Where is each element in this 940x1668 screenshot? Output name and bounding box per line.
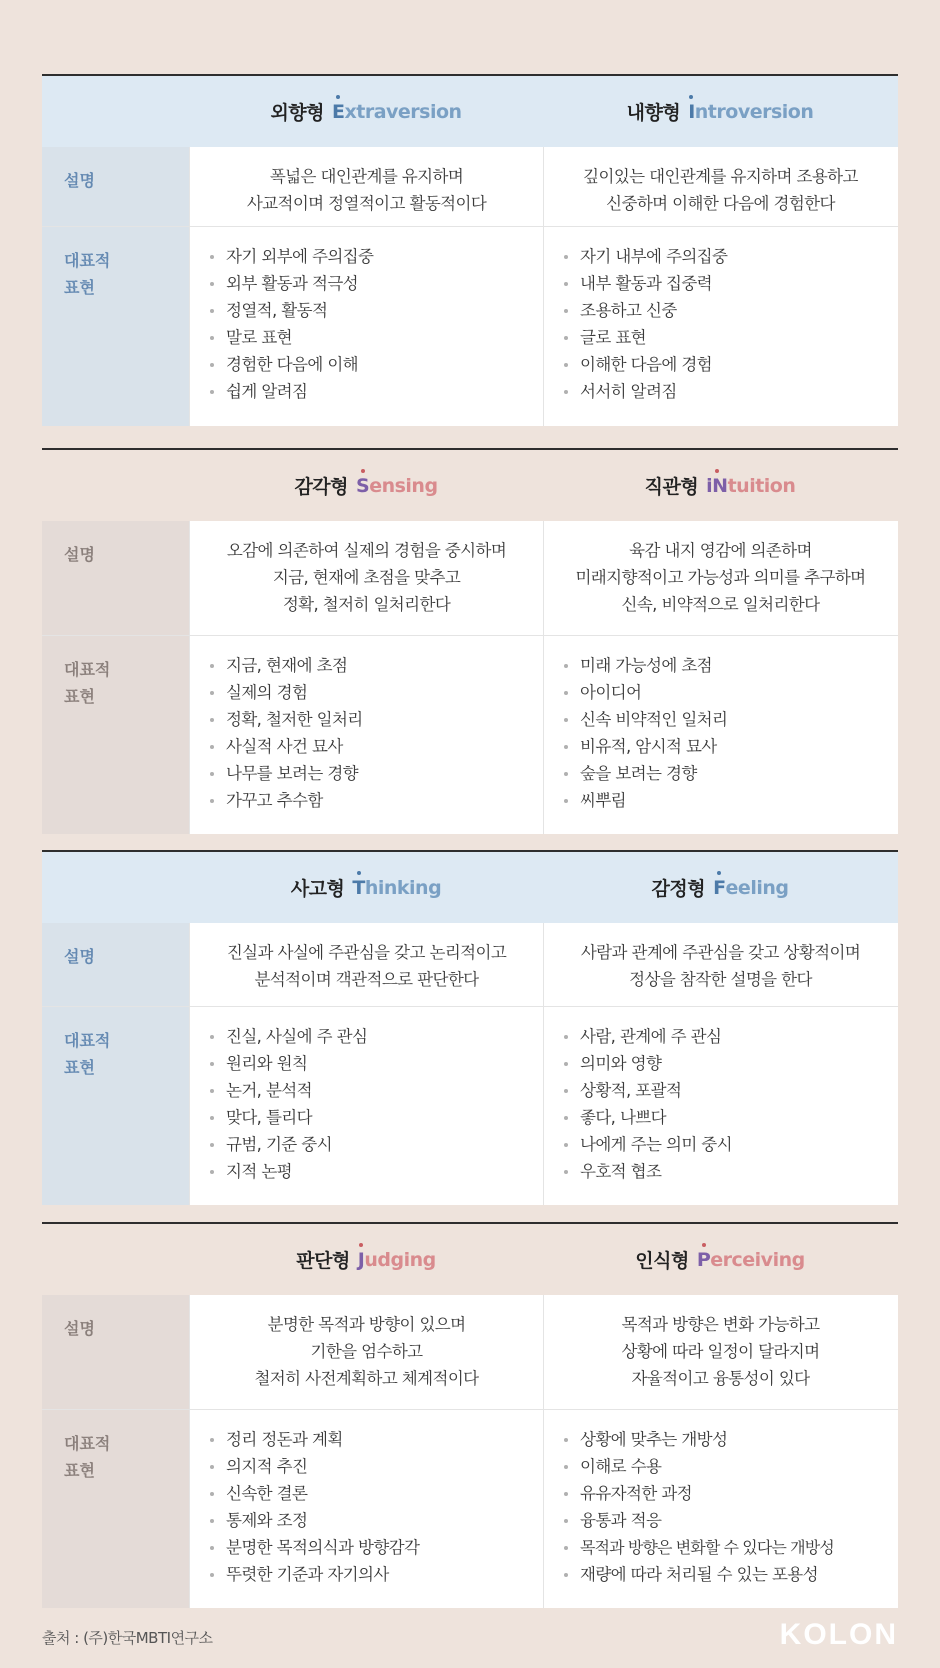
list-item: 조용하고 신중 [564, 297, 897, 324]
header-left [189, 852, 543, 923]
type-en-label: ensing [369, 474, 438, 497]
row-label: 대표적 표현 [42, 1007, 189, 1205]
description-row [42, 923, 898, 1006]
list-item: 논거, 분석적 [210, 1077, 543, 1104]
expression-list-right [543, 1007, 897, 1205]
type-kr-label: 인식형 [635, 1250, 689, 1272]
row-label: 설명 [42, 147, 189, 226]
type-en-label: eeling [725, 876, 789, 899]
list-item: 목적과 방향은 변화할 수 있다는 개방성 [564, 1534, 897, 1561]
type-en-initial: P [696, 1248, 711, 1271]
list-item: 숲을 보려는 경향 [564, 760, 897, 787]
row-label: 설명 [42, 1295, 189, 1409]
row-label: 대표적 표현 [42, 636, 189, 834]
list-item: 좋다, 나쁘다 [564, 1104, 897, 1131]
list-item: 자기 내부에 주의집중 [564, 243, 897, 270]
type-en-initial: T [352, 876, 365, 899]
row-label: 대표적 표현 [42, 1410, 189, 1608]
list-item: 사실적 사건 묘사 [210, 733, 543, 760]
list-item: 글로 표현 [564, 324, 897, 351]
list-item: 이해한 다음에 경험 [564, 351, 897, 378]
list-item: 아이디어 [564, 679, 897, 706]
list-item: 정리 정돈과 계획 [210, 1426, 543, 1453]
list-item: 융통과 적응 [564, 1507, 897, 1534]
type-en-label: erceiving [710, 1248, 805, 1271]
row-label: 설명 [42, 521, 189, 635]
description-right: 깊이있는 대인관계를 유지하며 조용하고 신중하며 이해한 다음에 경험한다 [543, 147, 897, 226]
type-kr-label: 외향형 [270, 102, 324, 124]
list-item: 우호적 협조 [564, 1158, 897, 1185]
list-item: 쉽게 알려짐 [210, 378, 543, 405]
description-left: 진실과 사실에 주관심을 갖고 논리적이고 분석적이며 객관적으로 판단한다 [189, 923, 543, 1006]
list-item: 사람, 관계에 주 관심 [564, 1023, 897, 1050]
description-right: 목적과 방향은 변화 가능하고 상황에 따라 일정이 달라지며 자율적이고 융통성이 있다 [543, 1295, 897, 1409]
expression-row [42, 1006, 898, 1205]
header-right [543, 76, 897, 147]
type-kr-label: 감각형 [294, 476, 348, 498]
type-en-initial: S [356, 474, 370, 497]
expression-row [42, 226, 898, 426]
description-row [42, 521, 898, 635]
type-en-label: ntroversion [694, 100, 814, 123]
header-left [189, 76, 543, 147]
type-en-label: xtraversion [344, 100, 462, 123]
list-item: 통제와 조정 [210, 1507, 543, 1534]
type-en-label: hinking [364, 876, 442, 899]
section-sensing-intuition [42, 448, 898, 834]
type-kr-label: 판단형 [296, 1250, 350, 1272]
description-left: 오감에 의존하여 실제의 경험을 중시하며 지금, 현재에 초점을 맞추고 정확, 철저히 일처리한다 [189, 521, 543, 635]
description-right: 사람과 관계에 주관심을 갖고 상황적이며 정상을 참작한 설명을 한다 [543, 923, 897, 1006]
list-item: 경험한 다음에 이해 [210, 351, 543, 378]
row-label: 설명 [42, 923, 189, 1006]
expression-list-right [543, 636, 897, 834]
list-item: 재량에 따라 처리될 수 있는 포용성 [564, 1561, 897, 1588]
row-label: 대표적 표현 [42, 227, 189, 426]
type-kr-label: 사고형 [290, 878, 345, 900]
expression-list-left [189, 1410, 543, 1608]
type-en-initial: J [357, 1248, 365, 1271]
list-item: 나에게 주는 의미 중시 [564, 1131, 897, 1158]
list-item: 의지적 추진 [210, 1453, 543, 1480]
list-item: 정확, 철저한 일처리 [210, 706, 543, 733]
header-right [543, 852, 897, 923]
header-right [543, 1224, 897, 1295]
list-item: 내부 활동과 집중력 [564, 270, 897, 297]
section-thinking-feeling [42, 850, 898, 1205]
description-left: 분명한 목적과 방향이 있으며 기한을 엄수하고 철저히 사전계획하고 체계적이다 [189, 1295, 543, 1409]
section-header [42, 1224, 898, 1295]
list-item: 뚜렷한 기준과 자기의사 [210, 1561, 543, 1588]
expression-list-left [189, 1007, 543, 1205]
type-en-initial: F [713, 876, 726, 899]
list-item: 씨뿌림 [564, 787, 897, 814]
type-kr-label: 내향형 [626, 102, 681, 124]
list-item: 외부 활동과 적극성 [210, 270, 543, 297]
list-item: 의미와 영향 [564, 1050, 897, 1077]
list-item: 상황에 맞추는 개방성 [564, 1426, 897, 1453]
list-item: 정열적, 활동적 [210, 297, 543, 324]
description-row [42, 1295, 898, 1409]
expression-list-left [189, 227, 543, 426]
list-item: 자기 외부에 주의집중 [210, 243, 543, 270]
type-en-initial: I [688, 100, 695, 123]
expression-row [42, 635, 898, 834]
list-item: 유유자적한 과정 [564, 1480, 897, 1507]
expression-list-right [543, 1410, 897, 1608]
section-extraversion-introversion [42, 74, 898, 426]
list-item: 지금, 현재에 초점 [210, 652, 543, 679]
type-kr-label: 감정형 [651, 878, 706, 900]
section-judging-perceiving [42, 1222, 898, 1608]
list-item: 미래 가능성에 초점 [564, 652, 897, 679]
type-en-initial: E [332, 100, 345, 123]
type-en-initial: iN [706, 474, 728, 497]
list-item: 원리와 원칙 [210, 1050, 543, 1077]
description-row [42, 147, 898, 226]
list-item: 나무를 보려는 경향 [210, 760, 543, 787]
list-item: 규범, 기준 중시 [210, 1131, 543, 1158]
source-credit: 출처 : (주)한국MBTI연구소 [42, 1629, 213, 1647]
description-right: 육감 내지 영감에 의존하며 미래지향적이고 가능성과 의미를 추구하며 신속, 비약적으로 일처리한다 [543, 521, 897, 635]
list-item: 상황적, 포괄적 [564, 1077, 897, 1104]
list-item: 비유적, 암시적 묘사 [564, 733, 897, 760]
list-item: 신속한 결론 [210, 1480, 543, 1507]
type-kr-label: 직관형 [644, 476, 699, 498]
list-item: 말로 표현 [210, 324, 543, 351]
type-en-label: tuition [727, 474, 796, 497]
list-item: 서서히 알려짐 [564, 378, 897, 405]
expression-row [42, 1409, 898, 1608]
expression-list-right [543, 227, 897, 426]
type-en-label: udging [364, 1248, 436, 1271]
section-header [42, 76, 898, 147]
header-right [543, 450, 897, 521]
list-item: 맞다, 틀리다 [210, 1104, 543, 1131]
list-item: 실제의 경험 [210, 679, 543, 706]
description-left: 폭넓은 대인관계를 유지하며 사교적이며 정열적이고 활동적이다 [189, 147, 543, 226]
list-item: 이해로 수용 [564, 1453, 897, 1480]
header-left [189, 450, 543, 521]
expression-list-left [189, 636, 543, 834]
list-item: 진실, 사실에 주 관심 [210, 1023, 543, 1050]
section-header [42, 450, 898, 521]
header-left [189, 1224, 543, 1295]
section-header [42, 852, 898, 923]
brand-logo: KOLON [779, 1618, 898, 1651]
list-item: 가꾸고 추수함 [210, 787, 543, 814]
list-item: 분명한 목적의식과 방향감각 [210, 1534, 543, 1561]
list-item: 지적 논평 [210, 1158, 543, 1185]
list-item: 신속 비약적인 일처리 [564, 706, 897, 733]
